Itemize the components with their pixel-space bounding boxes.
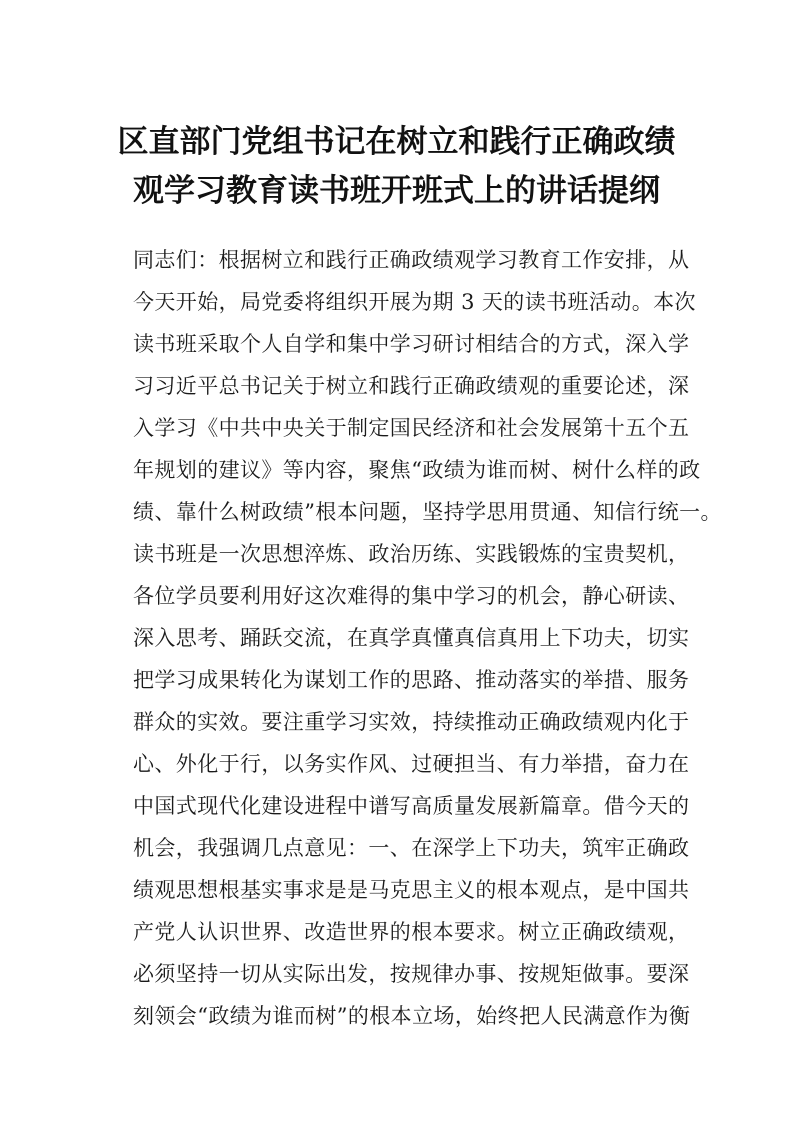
body-text-line: 机会，我强调几点意见：一、在深学上下功夫，筑牢正确政 bbox=[133, 836, 690, 860]
body-text-line: 年规划的建议》等内容，聚焦“政绩为谁而树、树什么样的政 bbox=[133, 458, 701, 482]
body-text-line: 各位学员要利用好这次难得的集中学习的机会，静心研读、 bbox=[133, 584, 690, 608]
body-text-line: 刻领会“政绩为谁而树”的根本立场，始终把人民满意作为衡 bbox=[133, 1004, 691, 1028]
document-title-line-2: 观学习教育读书班开班式上的讲话提纲 bbox=[133, 173, 660, 209]
body-text-line: 必须坚持一切从实际出发，按规律办事、按规矩做事。要深 bbox=[133, 962, 690, 986]
body-text-line: 读书班是一次思想淬炼、政治历练、实践锻炼的宝贵契机， bbox=[133, 542, 690, 566]
body-text-line: 绩观思想根基实事求是是马克思主义的根本观点，是中国共 bbox=[133, 878, 690, 902]
document-title-line-1: 区直部门党组书记在树立和践行正确政绩 bbox=[117, 124, 676, 160]
body-text-line: 今天开始，局党委将组织开展为期 3 天的读书班活动。本次 bbox=[133, 290, 696, 314]
body-text-line: 群众的实效。要注重学习实效，持续推动正确政绩观内化于 bbox=[133, 710, 690, 734]
body-text-line: 产党人认识世界、改造世界的根本要求。树立正确政绩观， bbox=[133, 920, 690, 944]
body-text-line: 深入思考、踊跃交流，在真学真懂真信真用上下功夫，切实 bbox=[133, 626, 690, 650]
body-text-line: 读书班采取个人自学和集中学习研讨相结合的方式，深入学 bbox=[133, 332, 690, 356]
body-text-line: 把学习成果转化为谋划工作的思路、推动落实的举措、服务 bbox=[133, 668, 690, 692]
body-text-line: 同志们：根据树立和践行正确政绩观学习教育工作安排，从 bbox=[133, 248, 690, 272]
body-text-line: 习习近平总书记关于树立和践行正确政绩观的重要论述，深 bbox=[133, 374, 690, 398]
body-text-line: 入学习《中共中央关于制定国民经济和社会发展第十五个五 bbox=[133, 416, 690, 440]
body-text-line: 中国式现代化建设进程中谱写高质量发展新篇章。借今天的 bbox=[133, 794, 690, 818]
body-text-line: 心、外化于行，以务实作风、过硬担当、有力举措，奋力在 bbox=[133, 752, 690, 776]
body-text-line: 绩、靠什么树政绩”根本问题，坚持学思用贯通、知信行统一。 bbox=[133, 500, 722, 524]
